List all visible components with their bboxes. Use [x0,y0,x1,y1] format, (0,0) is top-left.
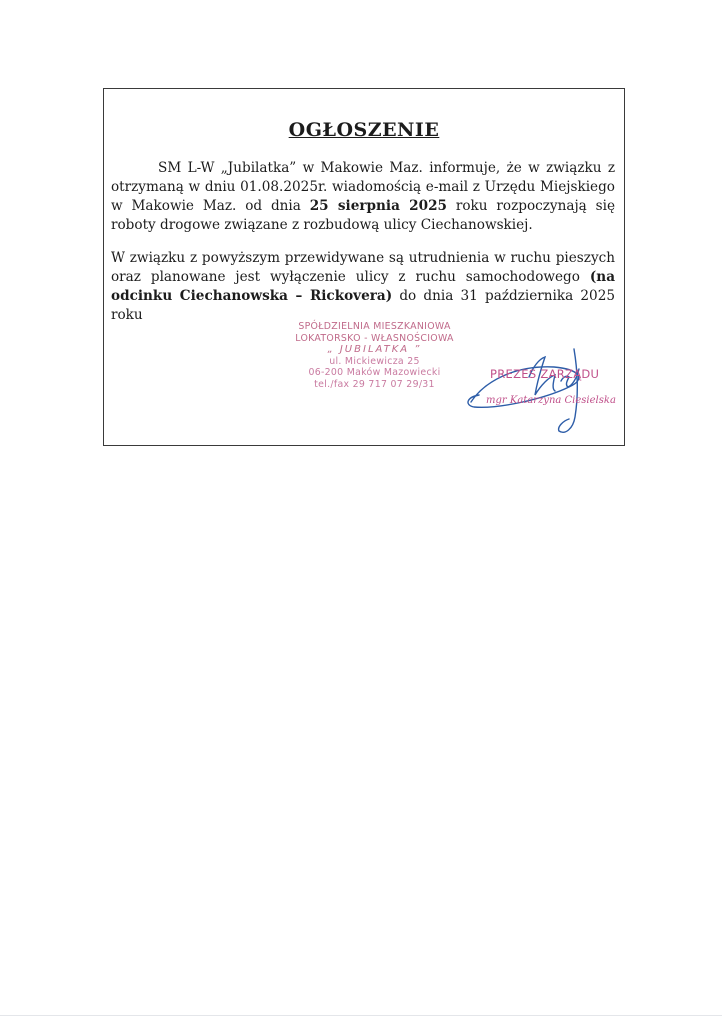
notice-title: OGŁOSZENIE [288,119,440,141]
road-section: (na odcinku Ciechanowska – Rickovera) [111,269,615,304]
stamp-line-6: tel./fax 29 717 07 29/31 [314,378,435,390]
paragraph-1-text-end: roku rozpoczynają się roboty drogowe związane z rozbudową ulicy Ciechanowskiej. [111,198,616,233]
notice-paragraph-1 [111,159,615,235]
stamp-line-2: LOKATORSKO - WŁASNOŚCIOWA [295,332,454,344]
notice-box [103,88,625,446]
stamp-line-1: SPÓŁDZIELNIA MIESZKANIOWA [298,321,451,332]
paragraph-2-text-start: W związku z powyższym przewidywane są utrudnienia w ruchu pieszych oraz planowane jest wyłączenie ulicy z ruchu samochodowego [111,250,615,285]
stamp-line-5: 06-200 Maków Mazowiecki [308,367,441,378]
paragraph-1-text-start: SM L-W „Jubilatka” w Makowie Maz. informuje, że w związku z otrzymaną w dniu 01.08.2025r. wiadomością e-mail z Urzędu Miejskiego w Makowie Maz. od dnia [111,160,615,214]
cooperative-stamp [282,321,467,390]
page-bottom-edge [0,1015,722,1016]
signature-name: mgr Katarzyna Ciesielska [486,395,616,406]
notice-paragraph-2 [111,249,615,325]
handwritten-signature-icon [459,347,599,439]
stamp-line-4: ul. Mickiewicza 25 [329,355,420,367]
paragraph-2-text-end: do dnia 31 października 2025 roku [111,288,615,323]
stamp-line-3: „ JUBILATKA ” [327,344,422,355]
start-date: 25 sierpnia 2025 [309,198,448,214]
signature-title: PREZES ZARZĄDU [490,367,600,381]
